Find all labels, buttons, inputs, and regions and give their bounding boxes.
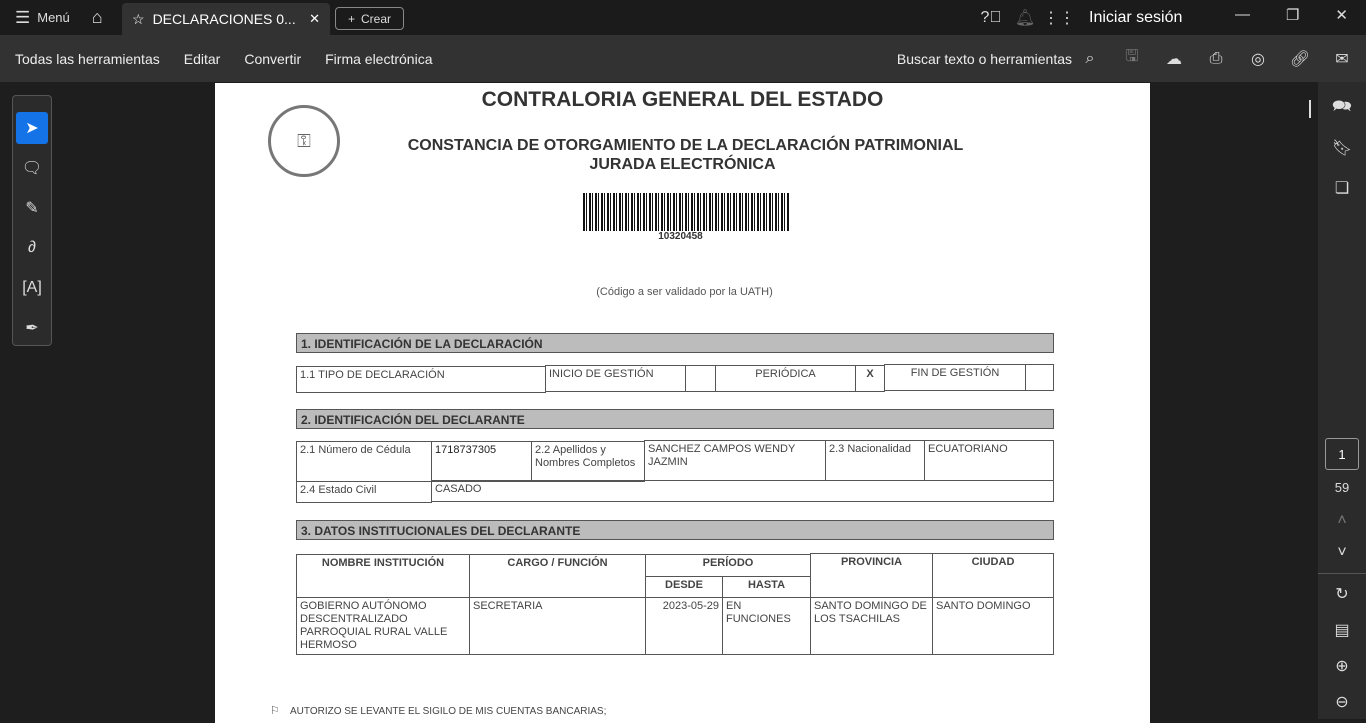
quick-tools (12, 95, 52, 346)
add-comment-icon[interactable]: 🗨︎ (21, 160, 43, 177)
minimize-icon[interactable]: — (1234, 6, 1250, 23)
sign-in-button[interactable]: Iniciar sesión (1089, 9, 1183, 26)
doc-title: CONTRALORIA GENERAL DEL ESTADO (481, 88, 884, 111)
inicio-box (685, 365, 716, 392)
menu-convert[interactable]: Convertir (244, 50, 302, 67)
apps-grid-icon[interactable]: ⋮⋮ (1043, 10, 1075, 27)
menu-button[interactable]: ☰ Menú (15, 7, 70, 27)
close-tab-icon[interactable]: ✕ (309, 11, 320, 26)
menu-e-sign[interactable]: Firma electrónica (325, 50, 433, 67)
menu-all-tools[interactable]: Todas las herramientas (15, 50, 160, 67)
barcode-number: 10320458 (658, 231, 703, 242)
comments-icon[interactable]: 🗪 (1332, 97, 1352, 115)
highlight-pen-icon[interactable]: ✎ (25, 200, 39, 217)
cell-provincia: SANTO DOMINGO DE LOS TSACHILAS (810, 597, 933, 655)
header-periodo: PERÍODO (645, 554, 811, 577)
estado-civil-value: CASADO (431, 480, 1054, 502)
page-total: 59 (1334, 480, 1350, 495)
cedula-value: 1718737305 (431, 441, 532, 482)
bookmark-icon[interactable]: 🔖︎ (1331, 140, 1353, 157)
nacionalidad-label: 2.3 Nacionalidad (825, 440, 925, 481)
plus-icon: + (347, 11, 355, 26)
header-cargo: CARGO / FUNCIÓN (469, 554, 646, 598)
create-button[interactable]: + Crear (335, 7, 404, 30)
nombres-label: 2.2 Apellidos y Nombres Completos (531, 441, 645, 482)
home-icon[interactable]: ⌂ (91, 7, 103, 27)
autorizo-text: AUTORIZO SE LEVANTE EL SIGILO DE MIS CUENTAS BANCARIAS; (290, 706, 607, 717)
header-desde: DESDE (645, 576, 723, 598)
select-tool-icon[interactable]: ➤ (16, 112, 48, 144)
title-bar (0, 0, 1366, 35)
header-institucion: NOMBRE INSTITUCIÓN (296, 554, 470, 598)
link-icon[interactable]: 🔗︎ (1289, 50, 1311, 68)
fin-box (1025, 364, 1054, 391)
section-1-header: 1. IDENTIFICACIÓN DE LA DECLARACIÓN (296, 333, 1054, 353)
header-hasta: HASTA (722, 576, 811, 598)
cedula-label: 2.1 Número de Cédula (296, 441, 432, 482)
pdf-page (215, 83, 1150, 723)
doc-subtitle-1: CONSTANCIA DE OTORGAMIENTO DE LA DECLARACIÓN PATRIMONIAL (407, 137, 964, 154)
header-provincia: PROVINCIA (810, 553, 933, 598)
tab-document[interactable]: ☆ DECLARACIONES 0... ✕ (122, 3, 330, 35)
cell-hasta: EN FUNCIONES (722, 597, 811, 655)
estado-civil-label: 2.4 Estado Civil (296, 481, 432, 503)
upload-cloud-icon[interactable]: ☁ (1166, 50, 1182, 68)
hamburger-icon: ☰ (15, 7, 31, 27)
cell-desde: 2023-05-29 (645, 597, 723, 655)
barcode (583, 193, 790, 231)
right-panel (1318, 82, 1366, 719)
seal-logo: ⚿ (268, 105, 340, 177)
nacionalidad-value: ECUATORIANO (924, 440, 1054, 481)
fit-page-icon[interactable]: ▤ (1334, 622, 1350, 639)
cell-ciudad: SANTO DOMINGO (932, 597, 1054, 655)
cell-cargo: SECRETARIA (469, 597, 646, 655)
section-3-header: 3. DATOS INSTITUCIONALES DEL DECLARANTE (296, 520, 1054, 540)
cell-institucion: GOBIERNO AUTÓNOMO DESCENTRALIZADO PARROQUIAL RURAL VALLE HERMOSO (296, 597, 470, 655)
validation-note: (Código a ser validado por la UATH) (596, 286, 773, 298)
toolbar (0, 35, 1366, 82)
fin-label: FIN DE GESTIÓN (884, 364, 1026, 391)
freehand-draw-icon[interactable]: ∂ (28, 239, 36, 256)
bell-icon[interactable]: 🔔︎ (1014, 10, 1036, 27)
copy-pages-icon[interactable]: ❏ (1334, 180, 1350, 197)
nombres-value: SANCHEZ CAMPOS WENDY JAZMIN (644, 440, 826, 481)
restore-icon[interactable]: ❐ (1285, 7, 1300, 24)
zoom-in-icon[interactable]: ⊕ (1335, 658, 1349, 675)
search-tools-button[interactable]: Buscar texto o herramientas ⌕ (897, 49, 1100, 69)
help-icon[interactable]: ?⃝ (980, 9, 1002, 26)
page-number-input[interactable]: 1 (1325, 438, 1359, 470)
save-icon[interactable]: 🖫 (1125, 48, 1139, 65)
chevron-down-icon[interactable]: ˅ (1337, 544, 1347, 561)
sign-pen-icon[interactable]: ✒ (25, 320, 39, 337)
print-icon[interactable]: ⎙ (1209, 49, 1223, 67)
text-select-icon[interactable]: [A] (22, 279, 42, 296)
star-icon[interactable]: ☆ (132, 10, 145, 27)
email-icon[interactable]: ✉ (1335, 50, 1349, 68)
inicio-label: INICIO DE GESTIÓN (545, 365, 686, 392)
close-window-icon[interactable]: ✕ (1335, 7, 1348, 24)
chevron-up-icon[interactable]: ˄ (1337, 512, 1347, 529)
section-2-header: 2. IDENTIFICACIÓN DEL DECLARANTE (296, 409, 1054, 429)
zoom-out-icon[interactable]: ⊖ (1335, 694, 1349, 711)
header-ciudad: CIUDAD (932, 553, 1054, 598)
doc-subtitle-2: JURADA ELECTRÓNICA (589, 156, 776, 173)
periodica-label: PERIÓDICA (715, 365, 856, 392)
menu-edit[interactable]: Editar (183, 50, 221, 67)
search-icon: ⌕ (1085, 49, 1095, 67)
divider (1318, 573, 1366, 574)
flag-icon: ⚐ (270, 705, 280, 717)
share-user-icon[interactable]: ◎ (1251, 50, 1265, 68)
text-cursor (1309, 100, 1311, 118)
tipo-label: 1.1 TIPO DE DECLARACIÓN (296, 366, 546, 393)
rotate-icon[interactable]: ↻ (1335, 586, 1349, 603)
periodica-mark: X (855, 365, 885, 392)
